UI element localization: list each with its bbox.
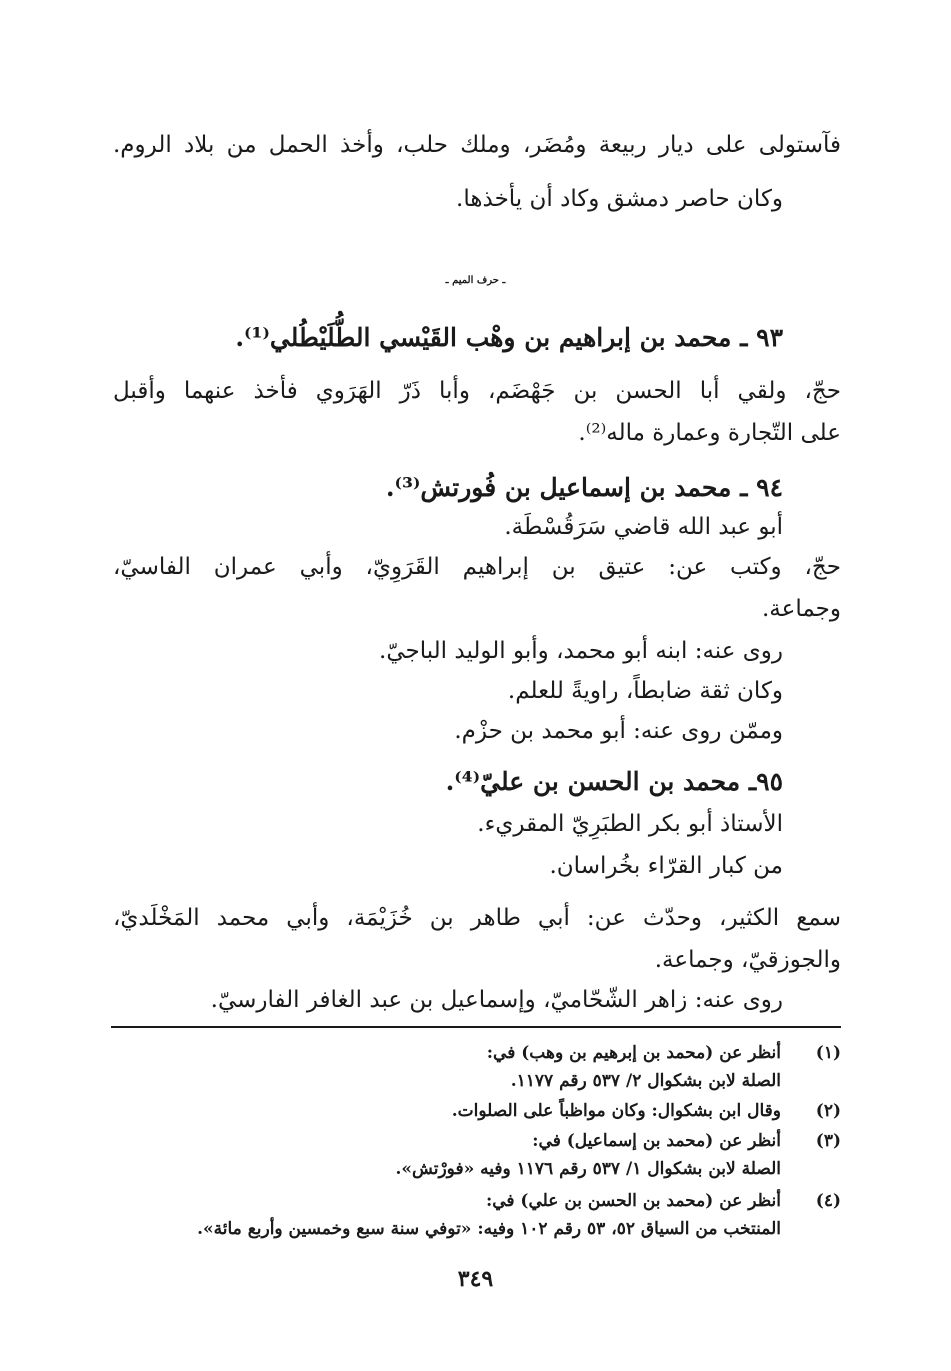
- body-line: الأستاذ أبو بكر الطبَرِيّ المقريء.: [477, 811, 783, 837]
- body-line: فآستولى على ديار ربيعة ومُضَر، وملك حلب، وأخذ الحمل من بلاد الروم.: [113, 132, 841, 158]
- body-line: على التّجارة وعمارة ماله⁽²⁾.: [578, 420, 841, 446]
- footnote-text: الصلة لابن بشكوال ١/ ٥٣٧ رقم ١١٧٦ وفيه «فورْتش».: [395, 1159, 781, 1179]
- footnote-text: أنظر عن (محمد بن إسماعيل) في:: [532, 1131, 781, 1151]
- body-line: حجّ، ولقي أبا الحسن بن جَهْضَم، وأبا ذَرّ الهَرَوي فأخذ عنهما وأقبل: [113, 378, 841, 404]
- body-line: حجّ، وكتب عن: عتيق بن إبراهيم القَرَوِيّ، وأبي عمران الفاسيّ،: [113, 554, 841, 580]
- footnote-number: (٢): [815, 1101, 841, 1121]
- footnote-number: (٤): [815, 1191, 841, 1211]
- body-line: وجماعة.: [762, 596, 841, 622]
- footnote-text: أنظر عن (محمد بن إبرهيم بن وهب) في:: [486, 1043, 781, 1063]
- footnote-number: (١): [815, 1043, 841, 1063]
- footnote-text: أنظر عن (محمد بن الحسن بن علي) في:: [485, 1191, 781, 1211]
- entry-95-heading: ٩٥ـ محمد بن الحسن بن عليّ⁽⁴⁾.: [445, 767, 783, 796]
- body-line: وكان ثقة ضابطاً، راويةً للعلم.: [507, 678, 783, 704]
- body-line: روى عنه: زاهر الشّحّاميّ، وإسماعيل بن عبد الغافر الفارسيّ.: [210, 987, 783, 1013]
- footnote-text: الصلة لابن بشكوال ٢/ ٥٣٧ رقم ١١٧٧.: [510, 1071, 781, 1091]
- entry-93-heading: ٩٣ ـ محمد بن إبراهيم بن وهْب القَيْسي الطُّلَيْطُلي⁽¹⁾.: [235, 323, 783, 352]
- body-line: والجوزقيّ، وجماعة.: [654, 947, 841, 973]
- footnote-text: المنتخب من السياق ٥٢، ٥٣ رقم ١٠٢ وفيه: «توفي سنة سبع وخمسين وأربع مائة».: [197, 1219, 781, 1239]
- body-line: من كبار القرّاء بخُراسان.: [549, 853, 783, 879]
- body-line: وممّن روى عنه: أبو محمد بن حزْم.: [454, 718, 783, 744]
- entry-94-heading: ٩٤ ـ محمد بن إسماعيل بن فُورتش⁽³⁾.: [385, 473, 783, 502]
- section-heading: ـ حرف الميم ـ: [445, 275, 506, 286]
- footnote-number: (٣): [815, 1131, 841, 1151]
- footnote-divider: [111, 1026, 841, 1028]
- page-number: ٣٤٩: [457, 1266, 494, 1292]
- body-line: روى عنه: ابنه أبو محمد، وأبو الوليد الباجيّ.: [379, 638, 783, 664]
- body-line: وكان حاصر دمشق وكاد أن يأخذها.: [456, 186, 783, 212]
- body-line: سمع الكثير، وحدّث عن: أبي طاهر بن خُزَيْمَة، وأبي محمد المَخْلَديّ،: [113, 905, 841, 931]
- footnote-text: وقال ابن بشكوال: وكان مواظباً على الصلوات.: [451, 1101, 781, 1121]
- body-line: أبو عبد الله قاضي سَرَقُسْطَة.: [504, 514, 783, 540]
